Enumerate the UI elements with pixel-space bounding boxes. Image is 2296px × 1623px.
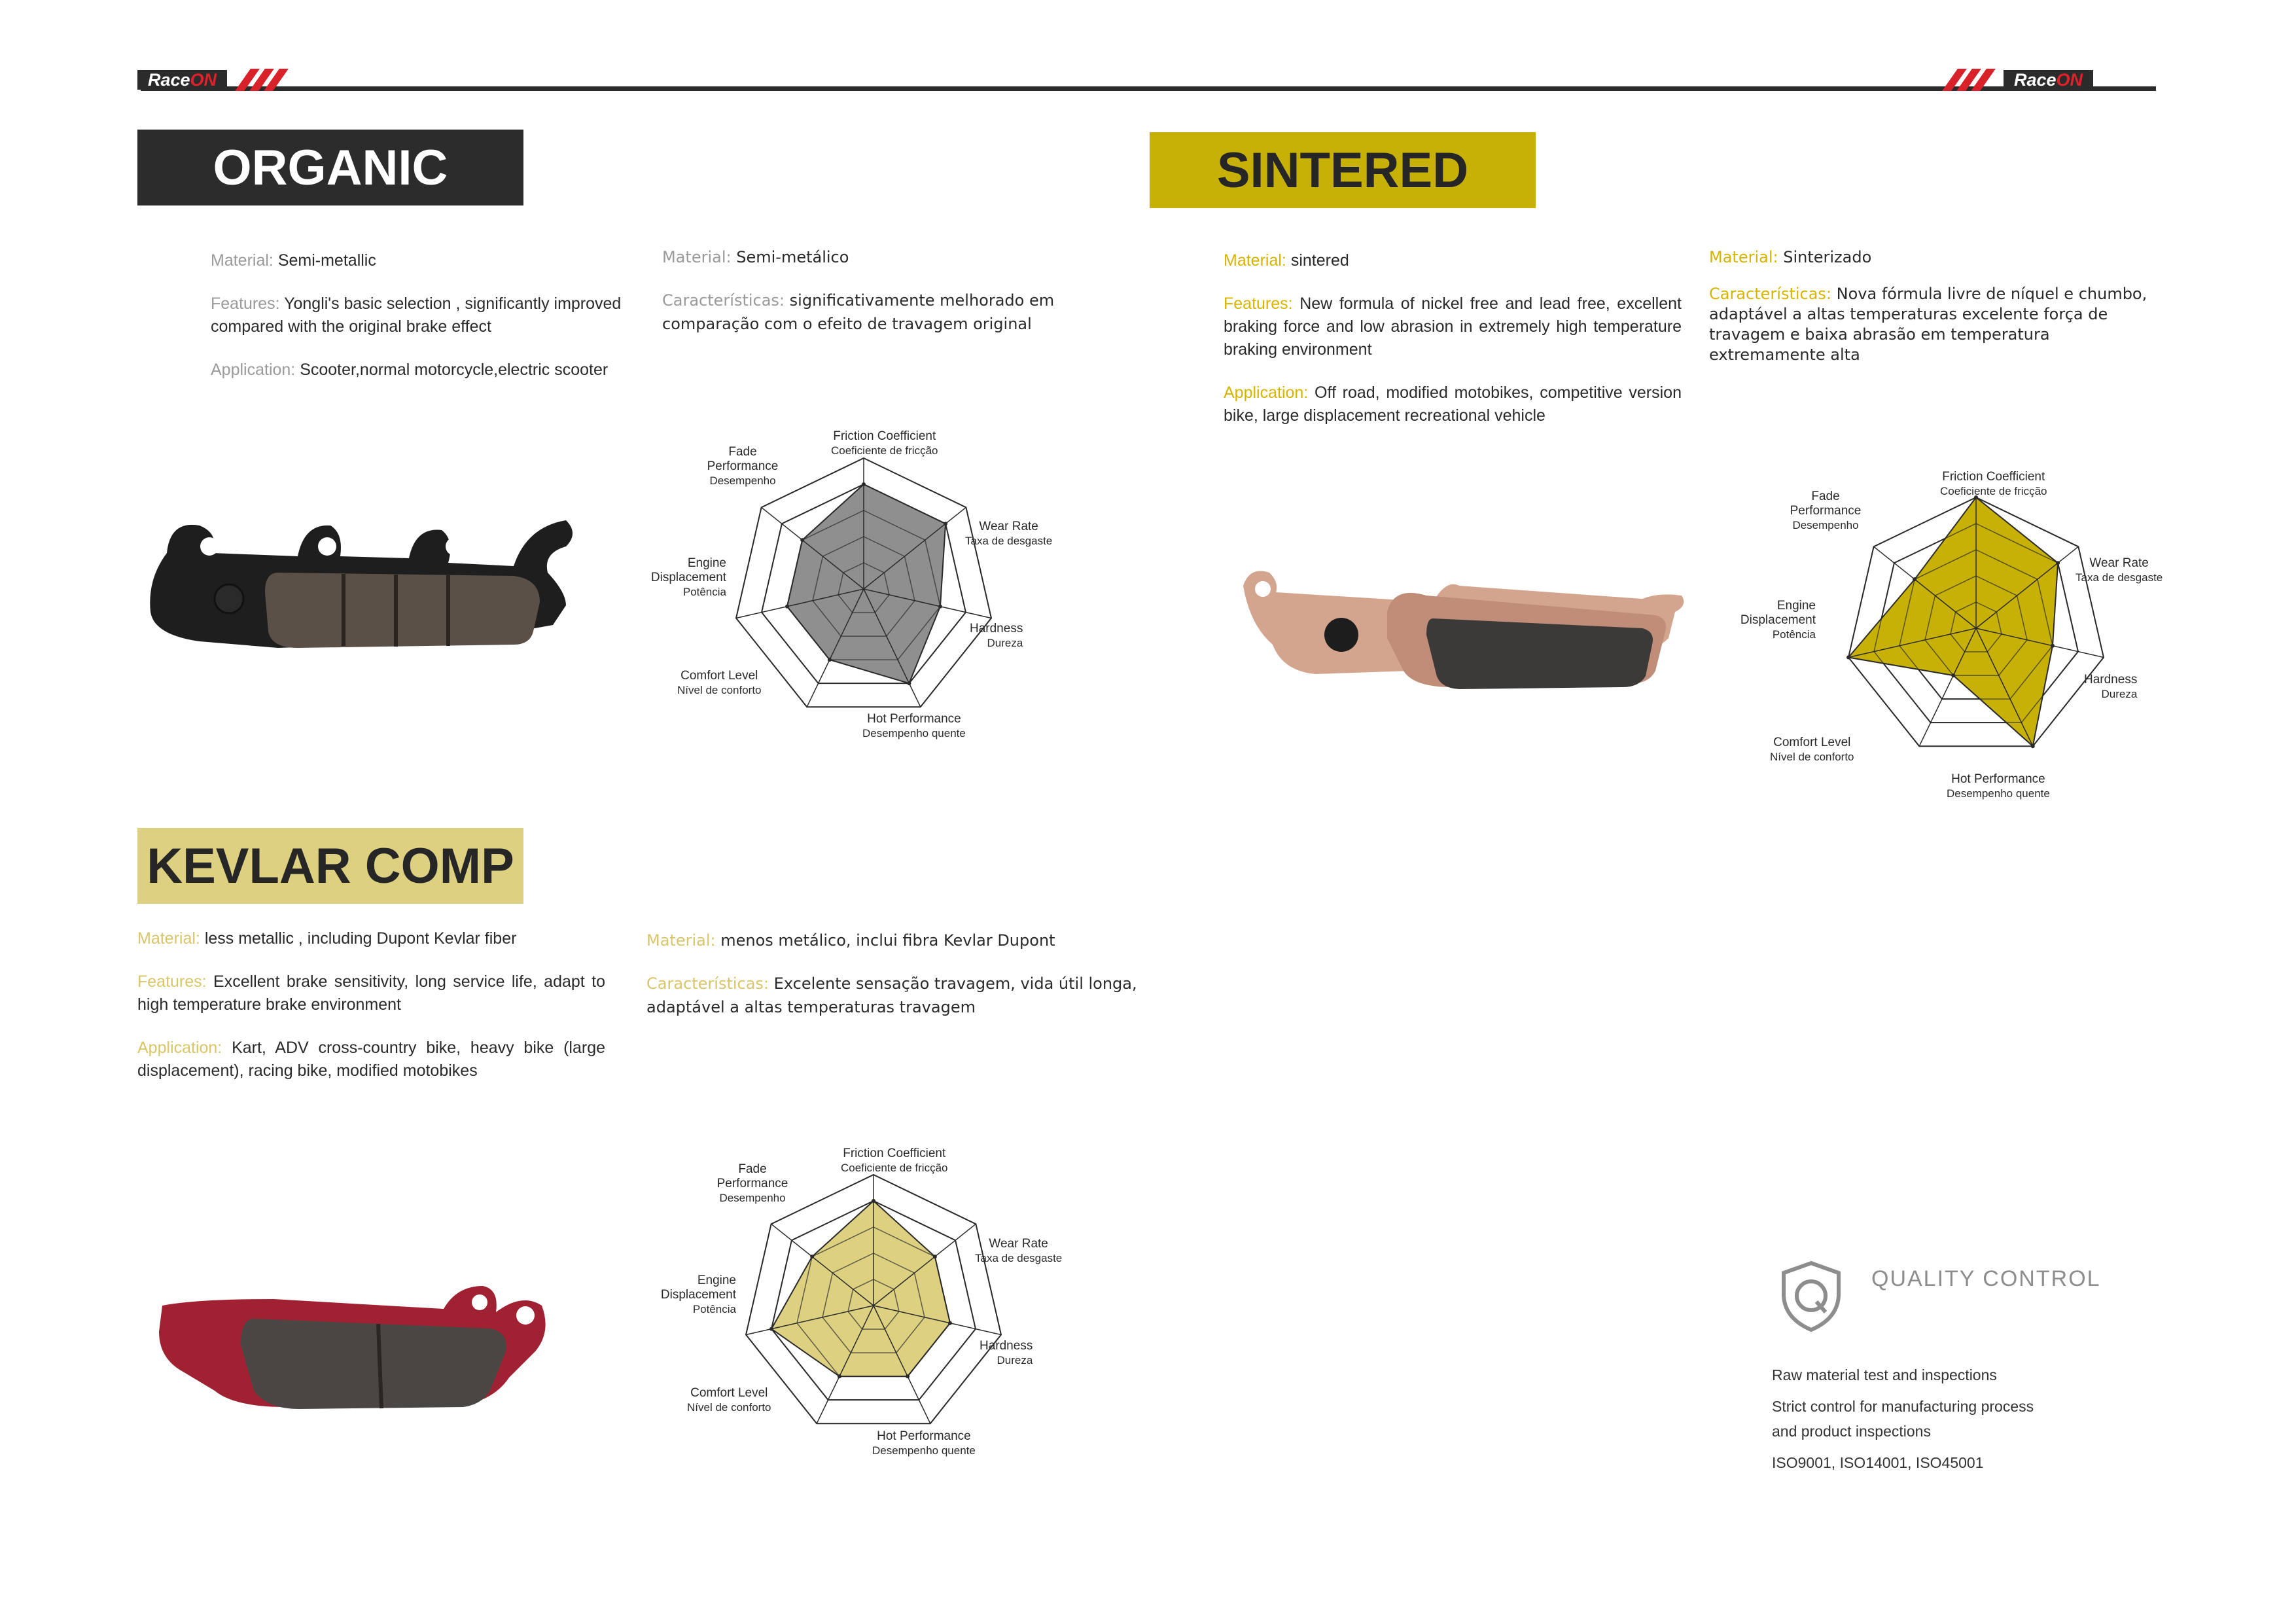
axis-pt: Nível de conforto xyxy=(677,684,762,696)
axis-en: Wear Rate xyxy=(2089,556,2149,570)
radar-label-wear xyxy=(975,1237,1062,1266)
axis-pt: Dureza xyxy=(997,1354,1033,1366)
axis-en: Fade Performance xyxy=(1790,490,1862,518)
features-value: New formula of nickel free and lead free, excellent braking force and low abrasion in extremely high temperature braking environment xyxy=(1224,294,1682,359)
application-key: Application: xyxy=(1224,383,1309,402)
radar-point xyxy=(907,681,911,685)
kevlar-brake-pad-image xyxy=(156,1279,555,1417)
material-value: less metallic , including Dupont Kevlar fiber xyxy=(204,929,517,948)
red-stripes-icon xyxy=(1950,69,1988,91)
radar-point xyxy=(838,1374,841,1378)
radar-label-engine xyxy=(648,556,726,599)
axis-en: Hardness xyxy=(2084,673,2138,687)
features-value: significativamente melhorado em comparação com o efeito de travagem original xyxy=(662,291,1055,333)
features-value: Yongli's basic selection , significantly improved compared with the original brake effect xyxy=(211,294,622,336)
radar-point xyxy=(785,605,789,609)
axis-pt: Dureza xyxy=(987,637,1023,649)
sintered-text-en xyxy=(1224,249,1682,448)
organic-text-en xyxy=(211,249,643,402)
axis-pt: Coeficiente de fricção xyxy=(831,444,938,457)
axis-en: Fade Performance xyxy=(716,1162,788,1190)
application-key: Application: xyxy=(211,361,296,379)
material-value: Sinterizado xyxy=(1783,248,1872,266)
features-key: Features: xyxy=(137,972,207,991)
features-value: Nova fórmula livre de níquel e chumbo, adaptável a altas temperaturas excelente força de travagem e baixa abrasão em temperatura extremamente alta xyxy=(1709,285,2147,364)
radar-point xyxy=(906,1374,910,1378)
radar-point xyxy=(933,1255,937,1258)
axis-pt: Coeficiente de fricção xyxy=(841,1162,948,1174)
axis-en: Engine Displacement xyxy=(660,1274,736,1302)
material-value: menos metálico, inclui fibra Kevlar Dupont xyxy=(720,931,1055,950)
axis-pt: Nível de conforto xyxy=(687,1401,771,1414)
radar-label-friction xyxy=(1940,470,2047,499)
material-value: Semi-metálico xyxy=(736,248,849,266)
axis-en: Hot Performance xyxy=(877,1429,971,1443)
radar-point xyxy=(872,1199,875,1203)
radar-point xyxy=(1913,577,1916,581)
axis-pt: Taxa de desgaste xyxy=(965,535,1053,547)
radar-label-comfort xyxy=(677,669,762,698)
red-stripes-icon xyxy=(243,69,281,91)
radar-point xyxy=(2056,561,2060,565)
header-logo-right xyxy=(1950,69,2093,91)
axis-en: Fade Performance xyxy=(707,445,779,473)
radar-label-hardness xyxy=(970,622,1023,651)
material-key: Material: xyxy=(211,251,274,270)
kevlar-text-pt xyxy=(646,929,1144,1039)
application-value: Kart, ADV cross-country bike, heavy bike (large displacement), racing bike, modified motobikes xyxy=(137,1039,606,1080)
axis-en: Friction Coefficient xyxy=(843,1147,946,1160)
qc-line: ISO9001, ISO14001, ISO45001 xyxy=(1772,1454,1984,1471)
radar-label-wear xyxy=(965,520,1052,548)
axis-pt: Desempenho quente xyxy=(872,1444,976,1457)
radar-label-fade xyxy=(700,445,785,488)
quality-control-list xyxy=(1772,1363,2034,1475)
qc-line: Strict control for manufacturing process xyxy=(1772,1398,2034,1415)
radar-series-area xyxy=(787,484,945,683)
axis-pt: Dureza xyxy=(2101,688,2138,700)
axis-pt: Potência xyxy=(682,586,726,598)
features-key: Features: xyxy=(1224,294,1293,313)
features-key: Características: xyxy=(646,974,769,993)
organic-text-pt xyxy=(662,245,1140,356)
axis-en: Hardness xyxy=(980,1339,1033,1353)
sintered-title: SINTERED xyxy=(1150,132,1536,208)
features-value: Excellent brake sensitivity, long service life, adapt to high temperature brake environment xyxy=(137,972,605,1014)
axis-en: Comfort Level xyxy=(690,1386,768,1400)
axis-en: Hot Performance xyxy=(1951,772,2045,786)
radar-point xyxy=(1951,673,1955,677)
axis-pt: Nível de conforto xyxy=(1770,751,1854,763)
radar-point xyxy=(769,1327,773,1331)
header-rule xyxy=(141,86,2156,91)
axis-en: Comfort Level xyxy=(1773,736,1851,749)
material-key: Material: xyxy=(137,929,200,948)
axis-en: Engine Displacement xyxy=(650,556,726,584)
radar-label-friction xyxy=(841,1147,947,1175)
axis-en: Wear Rate xyxy=(979,520,1038,533)
axis-en: Hot Performance xyxy=(867,712,961,726)
radar-label-comfort xyxy=(687,1386,771,1415)
logo-main: Race xyxy=(148,70,190,90)
organic-title: ORGANIC xyxy=(137,130,523,205)
application-value: Off road, modified motobikes, competitive version bike, large displacement recreational vehicle xyxy=(1224,383,1682,425)
material-key: Material: xyxy=(646,931,716,950)
axis-pt: Coeficiente de fricção xyxy=(1940,485,2047,497)
header-logo-left xyxy=(137,69,281,91)
radar-series-area xyxy=(771,1201,950,1376)
organic-brake-pad-image xyxy=(147,507,592,658)
logo-accent: ON xyxy=(190,70,217,90)
axis-pt: Desempenho xyxy=(719,1192,786,1204)
axis-en: Wear Rate xyxy=(989,1237,1048,1251)
raceon-logo xyxy=(2004,70,2093,90)
material-key: Material: xyxy=(1224,251,1286,270)
axis-en: Comfort Level xyxy=(680,669,758,683)
radar-label-engine xyxy=(658,1274,736,1317)
features-key: Features: xyxy=(211,294,280,313)
sintered-text-pt xyxy=(1709,247,2167,385)
logo-main: Race xyxy=(2014,70,2057,90)
radar-point xyxy=(800,538,804,542)
radar-label-hot xyxy=(1947,772,2050,801)
kevlar-title: KEVLAR COMP xyxy=(137,828,523,904)
radar-point xyxy=(862,482,866,486)
material-key: Material: xyxy=(662,248,732,266)
axis-pt: Potência xyxy=(1772,628,1816,641)
kevlar-text-en xyxy=(137,927,605,1103)
radar-label-friction xyxy=(831,429,938,458)
material-value: sintered xyxy=(1290,251,1349,270)
radar-label-hot xyxy=(872,1429,976,1458)
radar-point xyxy=(944,522,947,526)
radar-label-wear xyxy=(2075,556,2163,585)
radar-point xyxy=(810,1255,814,1258)
radar-label-hardness xyxy=(980,1339,1033,1368)
radar-point xyxy=(828,658,832,662)
radar-label-hot xyxy=(862,712,966,741)
quality-control-title: QUALITY CONTROL xyxy=(1871,1266,2101,1291)
radar-label-fade xyxy=(710,1162,795,1205)
radar-label-comfort xyxy=(1770,736,1854,764)
axis-en: Engine Displacement xyxy=(1740,599,1816,627)
features-key: Características: xyxy=(1709,285,1832,303)
radar-point xyxy=(938,605,942,609)
radar-label-fade xyxy=(1783,490,1868,533)
axis-en: Friction Coefficient xyxy=(1942,470,2045,484)
radar-point xyxy=(2051,644,2055,648)
radar-label-engine xyxy=(1737,599,1816,642)
qc-line: and product inspections xyxy=(1772,1423,1931,1440)
features-key: Características: xyxy=(662,291,785,310)
axis-pt: Taxa de desgaste xyxy=(2075,571,2163,584)
radar-point xyxy=(1846,656,1850,660)
application-value: Scooter,normal motorcycle,electric scooter xyxy=(300,361,609,379)
logo-accent: ON xyxy=(2056,70,2083,90)
axis-pt: Desempenho quente xyxy=(1947,787,2050,800)
axis-pt: Taxa de desgaste xyxy=(975,1252,1063,1264)
axis-pt: Desempenho quente xyxy=(862,727,966,740)
radar-label-hardness xyxy=(2084,673,2137,702)
axis-pt: Desempenho xyxy=(709,474,776,487)
material-key: Material: xyxy=(1709,248,1778,266)
sintered-brake-pad-image xyxy=(1237,566,1688,697)
axis-en: Friction Coefficient xyxy=(833,429,936,443)
axis-pt: Potência xyxy=(692,1303,736,1315)
application-key: Application: xyxy=(137,1039,222,1057)
raceon-logo xyxy=(137,70,227,90)
radar-point xyxy=(948,1321,952,1325)
material-value: Semi-metallic xyxy=(277,251,376,270)
features-value: Excelente sensação travagem, vida útil longa, adaptável a altas temperaturas travagem xyxy=(646,974,1137,1016)
shield-q-icon xyxy=(1778,1260,1844,1333)
qc-line: Raw material test and inspections xyxy=(1772,1366,1997,1383)
axis-pt: Desempenho xyxy=(1792,519,1859,531)
axis-en: Hardness xyxy=(970,622,1023,635)
radar-point xyxy=(2031,744,2035,748)
